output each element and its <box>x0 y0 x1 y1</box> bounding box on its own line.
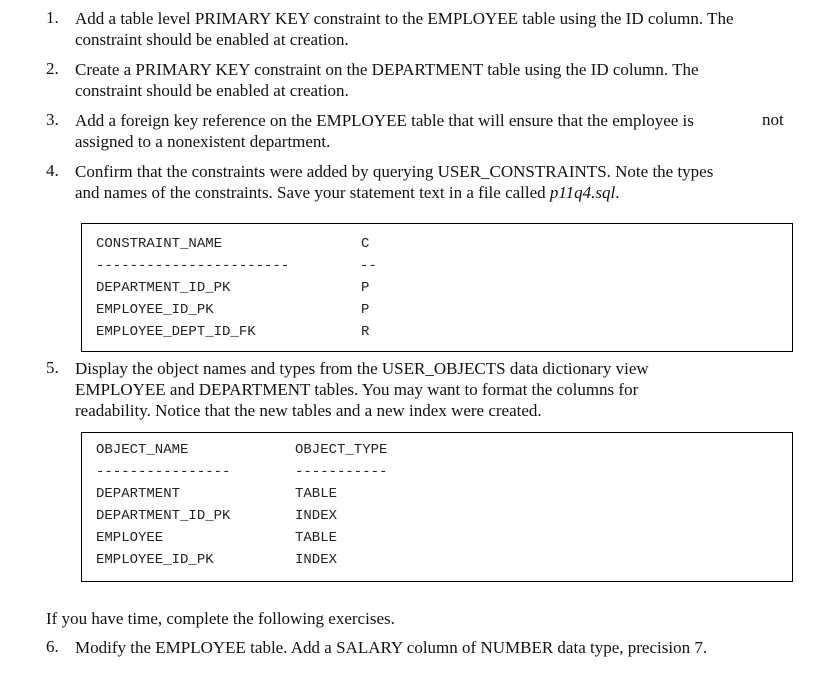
exercise-text-line: Display the object names and types from the USER_OBJECTS data dictionary view <box>75 359 649 378</box>
exercise-text-line: EMPLOYEE and DEPARTMENT tables. You may want to format the columns for <box>75 380 639 399</box>
object-type-cell: INDEX <box>295 508 338 524</box>
constraint-type-cell: R <box>361 324 370 340</box>
object-type-cell: TABLE <box>295 530 338 546</box>
exercise-text-line <box>75 182 805 203</box>
exercise-text-line: Confirm that the constraints were added by querying USER_CONSTRAINTS. Note the types <box>75 162 714 181</box>
object-name-cell: EMPLOYEE <box>96 530 164 546</box>
constraint-name-cell: DEPARTMENT_ID_PK <box>96 280 231 296</box>
constraint-name-cell: EMPLOYEE_DEPT_ID_FK <box>96 324 256 340</box>
exercise-text-suffix: . <box>615 183 620 202</box>
exercise-text-line: readability. Notice that the new tables and a new index were created. <box>75 401 542 420</box>
exercise-text-line: Create a PRIMARY KEY constraint on the DEPARTMENT table using the ID column. The <box>75 60 699 79</box>
exercise-text-line: constraint should be enabled at creation. <box>75 30 349 49</box>
exercise-text-tail: not <box>762 110 784 129</box>
column-divider: ----------- <box>295 464 388 480</box>
exercise-text-line <box>75 110 805 131</box>
constraint-type-cell: P <box>361 280 370 296</box>
column-divider: -- <box>360 258 377 274</box>
exercise-text-line: assigned to a nonexistent department. <box>75 132 331 151</box>
column-divider: ----------------------- <box>96 258 290 274</box>
object-type-cell: TABLE <box>295 486 338 502</box>
sql-filename: p11q4.sql <box>549 183 616 202</box>
object-name-cell: DEPARTMENT <box>96 486 181 502</box>
objects-output-box <box>81 432 793 582</box>
object-name-cell: EMPLOYEE_ID_PK <box>96 552 214 568</box>
constraint-name-cell: EMPLOYEE_ID_PK <box>96 302 214 318</box>
column-header-constraint-name: CONSTRAINT_NAME <box>96 236 223 252</box>
exercise-number: 5. <box>46 358 59 377</box>
column-header-object-type: OBJECT_TYPE <box>295 442 388 458</box>
exercise-text-line: constraint should be enabled at creation. <box>75 81 349 100</box>
exercise-number: 2. <box>46 59 59 78</box>
exercise-text-line: Add a table level PRIMARY KEY constraint to the EMPLOYEE table using the ID column. The <box>75 9 734 28</box>
exercise-text-main: Add a foreign key reference on the EMPLOYEE table that will ensure that the employee is <box>75 111 694 130</box>
optional-exercises-note: If you have time, complete the following exercises. <box>46 609 395 628</box>
exercise-text-line: Modify the EMPLOYEE table. Add a SALARY column of NUMBER data type, precision 7. <box>75 638 708 657</box>
object-name-cell: DEPARTMENT_ID_PK <box>96 508 231 524</box>
exercise-number: 6. <box>46 637 59 656</box>
exercise-number: 3. <box>46 110 59 129</box>
exercise-number: 4. <box>46 161 59 180</box>
exercise-number: 1. <box>46 8 59 27</box>
object-type-cell: INDEX <box>295 552 338 568</box>
constraints-output-box <box>81 223 793 352</box>
exercise-text-prefix: and names of the constraints. Save your statement text in a file called <box>75 183 550 202</box>
column-header-object-name: OBJECT_NAME <box>96 442 189 458</box>
column-header-constraint-type: C <box>361 236 370 252</box>
column-divider: ---------------- <box>96 464 231 480</box>
constraint-type-cell: P <box>361 302 370 318</box>
